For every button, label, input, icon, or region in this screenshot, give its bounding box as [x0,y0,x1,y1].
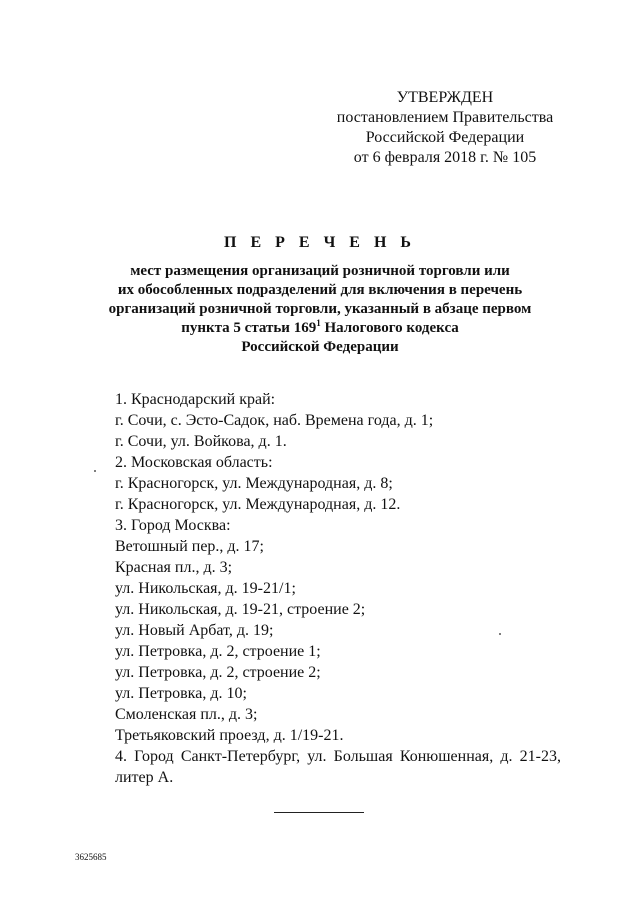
address-item: ул. Петровка, д. 2, строение 1; [115,643,321,660]
address-item: ул. Петровка, д. 2, строение 2; [115,664,321,681]
document-title: П Е Р Е Ч Е Н Ь [224,234,416,251]
subtitle-line: их обособленных подразделений для включения в перечень [117,282,523,298]
superscript: 1 [316,318,321,328]
address-item: ул. Петровка, д. 10; [115,685,247,702]
subtitle-line: мест размещения организаций розничной торговли или [130,263,510,279]
address-item: Красная пл., д. 3; [115,559,233,576]
address-item: Третьяковский проезд, д. 1/19-21. [115,727,344,744]
document-heading [60,234,580,357]
address-item: Смоленская пл., д. 3; [115,706,258,723]
location-list [75,389,561,788]
address-item: г. Сочи, с. Эсто-Садок, наб. Времена года, д. 1; [115,412,434,429]
address-item: ул. Никольская, д. 19-21/1; [115,580,296,597]
subtitle-line: Российской Федерации [241,339,399,355]
end-rule [274,812,364,813]
address-item: ул. Новый Арбат, д. 19; [115,622,274,639]
scan-speck [499,633,501,635]
subtitle-line: организаций розничной торговли, указанный в абзаце первом [108,301,532,317]
address-item: г. Красногорск, ул. Международная, д. 12. [115,496,401,513]
approval-date: от 6 февраля 2018 г. № 105 [353,149,537,166]
approval-stamp [330,88,560,168]
document-subtitle [60,262,580,357]
subtitle-line [60,319,580,338]
document-number: 3625685 [75,852,107,862]
address-item: Ветошный пер., д. 17; [115,538,264,555]
region-heading: 1. Краснодарский край: [115,391,276,408]
address-item: г. Сочи, ул. Войкова, д. 1. [115,433,287,450]
approval-heading: УТВЕРЖДЕН [396,89,494,106]
region-heading: 3. Город Москва: [115,517,231,534]
approval-line: постановлением Правительства [336,109,554,126]
address-item: ул. Никольская, д. 19-21, строение 2; [115,601,366,618]
approval-line: Российской Федерации [365,129,525,146]
subtitle-text: Налогового кодекса [320,320,459,336]
scan-speck [94,470,96,472]
region-heading: 4. Город Санкт-Петербург, ул. Большая Конюшенная, д. 21-23, литер А. [115,748,561,786]
address-item: г. Красногорск, ул. Международная, д. 8; [115,475,393,492]
region-heading: 2. Московская область: [115,454,273,471]
subtitle-text: пункта 5 статьи 169 [181,320,317,336]
